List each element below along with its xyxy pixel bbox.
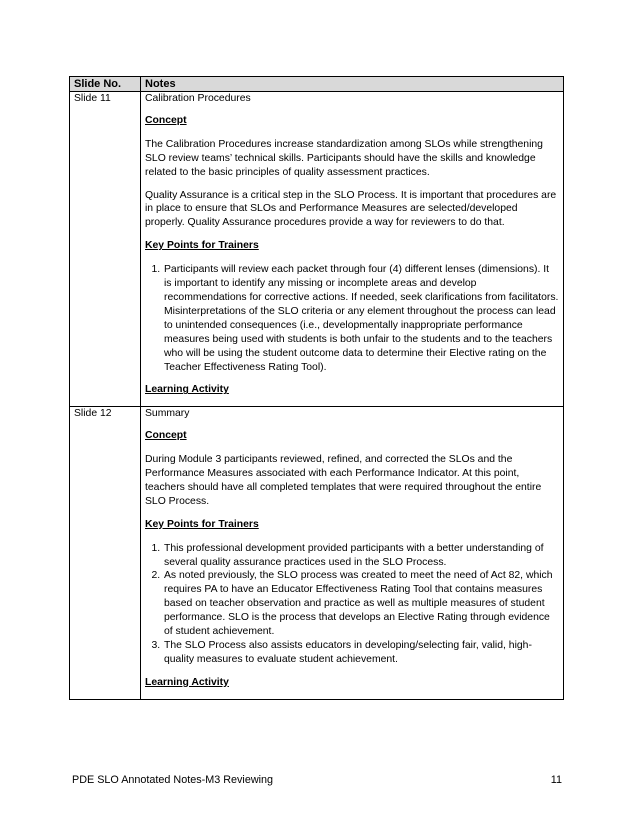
- concept-heading: Concept: [145, 430, 187, 442]
- notes-cell: [141, 92, 564, 407]
- learning-activity-heading: Learning Activity: [145, 676, 229, 688]
- slide-topic: Summary: [145, 408, 190, 420]
- table-header-row: [70, 77, 564, 92]
- list-item: 2. As noted previously, the SLO process was created to meet the need of Act 82, which requires PA to have an Educator Effectiveness Rating Tool that contains measures based on teacher observation and practice as well as multiple measures of student performance. SLO is the process that develops an Elective Rating through evidence of student achievement.: [163, 569, 559, 639]
- page-number: 11: [550, 774, 562, 786]
- notes-cell: [141, 407, 564, 699]
- concept-paragraph: During Module 3 participants reviewed, refined, and corrected the SLOs and the Performance Measures associated with each Performance Indicator. At this point, teachers should have all completed templates that were required throughout the entire SLO Process.: [145, 454, 542, 507]
- learning-activity-heading: Learning Activity: [145, 384, 229, 396]
- concept-paragraph: The Calibration Procedures increase standardization among SLOs while strengthening SLO review teams’ technical skills. Participants should have the skills and knowledge related to the basic principles of quality assessment practices.: [145, 138, 543, 178]
- concept-heading: Concept: [145, 114, 187, 126]
- table-row: [70, 92, 564, 407]
- page-footer: [72, 774, 562, 786]
- key-points-heading: Key Points for Trainers: [145, 240, 259, 252]
- slide-notes-table: [69, 76, 564, 700]
- slide-number-cell: Slide 12: [70, 407, 141, 699]
- footer-title: PDE SLO Annotated Notes-M3 Reviewing: [72, 774, 274, 786]
- table-row: [70, 407, 564, 699]
- slide-number-cell: Slide 11: [70, 92, 141, 407]
- list-item: 1. This professional development provided participants with a better understanding of several quality assurance practices used in the SLO Process.: [163, 542, 559, 570]
- list-item: 1. Participants will review each packet through four (4) different lenses (dimensions). It is important to identify any missing or incomplete areas and develop recommendations for corrective actions. If needed, seek clarifications from facilitators. Misinterpretations of the SLO criteria or any element throughout the process can lead to unintended consequences (i.e., developmentally inappropriate performance measures being used with students is both unfair to the students and to the teachers who will be using the student outcome data to determine their Elective rating on the Teacher Effectiveness Rating Tool).: [163, 263, 559, 374]
- header-slide-no: Slide No.: [70, 77, 141, 92]
- key-points-list: [145, 263, 559, 374]
- slide-topic: Calibration Procedures: [145, 93, 251, 104]
- key-points-heading: Key Points for Trainers: [145, 518, 259, 530]
- list-item: 3. The SLO Process also assists educators in developing/selecting fair, valid, high-quality measures to evaluate student achievement.: [163, 639, 559, 667]
- key-points-list: [145, 542, 559, 667]
- concept-paragraph: Quality Assurance is a critical step in the SLO Process. It is important that procedures are in place to ensure that SLOs and Performance Measures are selected/developed properly. Quality Assurance procedures provide a way for reviewers to do that.: [145, 189, 557, 229]
- header-notes: Notes: [141, 77, 564, 92]
